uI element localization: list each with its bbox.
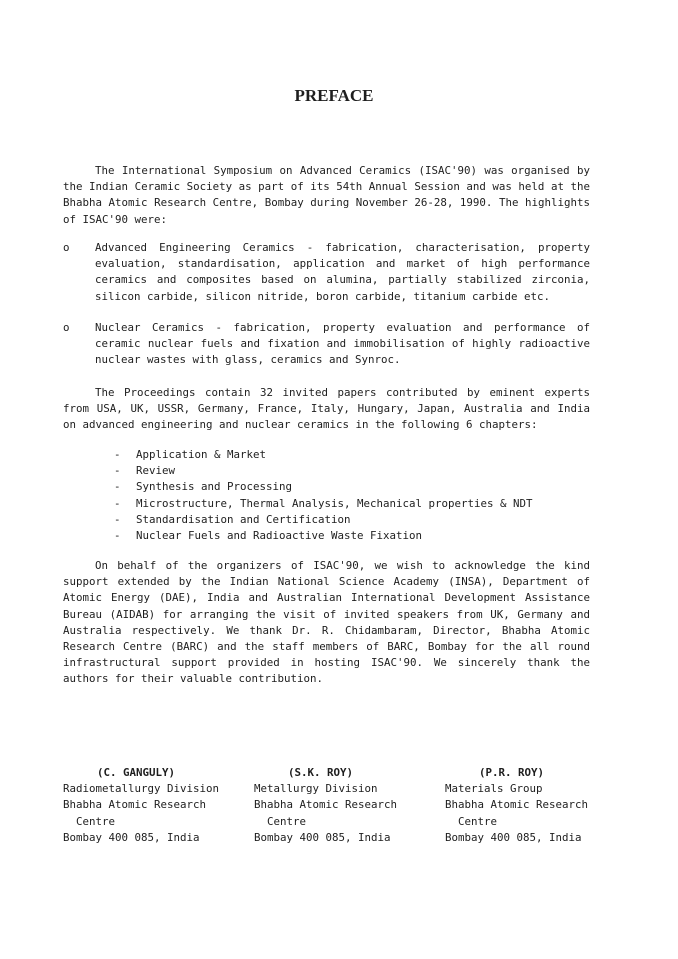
signatory-name: (P.R. ROY) [479, 766, 545, 779]
chapter-list [114, 447, 533, 544]
signatory-org: Bhabha Atomic Research [254, 798, 398, 812]
list-item [114, 512, 533, 528]
list-item [114, 479, 533, 495]
list-item [114, 463, 533, 479]
signatory-org-cont: Centre [76, 814, 116, 828]
highlight-text: Nuclear Ceramics - fabrication, property evaluation and performance of ceramic nuclear fuels and fixation and immobilisation of highly radioactive nuclear wastes with glass, ceramics and Synroc. [95, 321, 590, 367]
dash-marker: - [114, 464, 121, 478]
highlight-text: Advanced Engineering Ceramics - fabrication, characterisation, property evaluation, standardisation, application and market of high performance ceramics and composites based on alumina, partially stabilized zirconia, silicon carbide, silicon nitride, boron carbide, titanium carbide etc. [95, 241, 590, 303]
signatory-org-cont: Centre [267, 814, 307, 828]
proceedings-paragraph: The Proceedings contain 32 invited papers contributed by eminent experts from USA, UK, USSR, Germany, France, Italy, Hungary, Japan, Australia and India on advanced engineering and nuclear ceramics in the following 6 chapters: [63, 386, 590, 432]
signatory-name: (S.K. ROY) [288, 766, 354, 779]
dash-marker: - [114, 448, 121, 461]
chapter-label: Review [136, 464, 176, 478]
bullet-marker: o [63, 321, 70, 334]
signatory-org: Bhabha Atomic Research [445, 798, 589, 812]
signatory-org-cont: Centre [458, 814, 498, 828]
signatory-division: Metallurgy Division [254, 782, 378, 796]
chapter-label: Microstructure, Thermal Analysis, Mechanical properties & NDT [136, 496, 533, 510]
list-item [114, 496, 533, 512]
signatory-address: Bombay 400 085, India [63, 830, 200, 844]
list-item [114, 447, 533, 463]
dash-marker: - [114, 480, 121, 494]
signatory-address: Bombay 400 085, India [254, 830, 391, 844]
chapter-label: Application & Market [136, 448, 267, 461]
list-item [114, 528, 533, 544]
bullet-marker: o [63, 241, 70, 254]
chapter-label: Standardisation and Certification [136, 512, 351, 526]
page-title: PREFACE [294, 86, 374, 105]
chapter-label: Synthesis and Processing [136, 480, 293, 494]
dash-marker: - [114, 529, 121, 543]
signatory-ganguly [63, 765, 241, 846]
signatory-division: Radiometallurgy Division [63, 782, 220, 796]
intro-paragraph: The International Symposium on Advanced Ceramics (ISAC'90) was organised by the Indian Ceramic Society as part of its 54th Annual Session and was held at the Bhabha Atomic Research Centre, Bombay during November 26-28, 1990. The highlights of ISAC'90 were: [63, 164, 590, 226]
chapter-label: Nuclear Fuels and Radioactive Waste Fixation [136, 529, 423, 543]
signatory-division: Materials Group [445, 782, 543, 796]
signatory-address: Bombay 400 085, India [445, 830, 582, 844]
signatory-org: Bhabha Atomic Research [63, 798, 207, 812]
acknowledgement-paragraph: On behalf of the organizers of ISAC'90, we wish to acknowledge the kind support extended by the Indian National Science Academy (INSA), Department of Atomic Energy (DAE), India and Australian International Development Assistance Bureau (AIDAB) for arranging the visit of invited speakers from UK, Germany and Australia respectively. We thank Dr. R. Chidambaram, Director, Bhabha Atomic Research Centre (BARC) and the staff members of BARC, Bombay for the all round infrastructural support provided in hosting ISAC'90. We sincerely thank the authors for their valuable contribution. [63, 559, 590, 686]
dash-marker: - [114, 512, 121, 526]
signatory-name: (C. GANGULY) [97, 766, 176, 779]
dash-marker: - [114, 496, 121, 510]
signatory-sk-roy [254, 765, 432, 846]
signatory-pr-roy [445, 765, 623, 846]
